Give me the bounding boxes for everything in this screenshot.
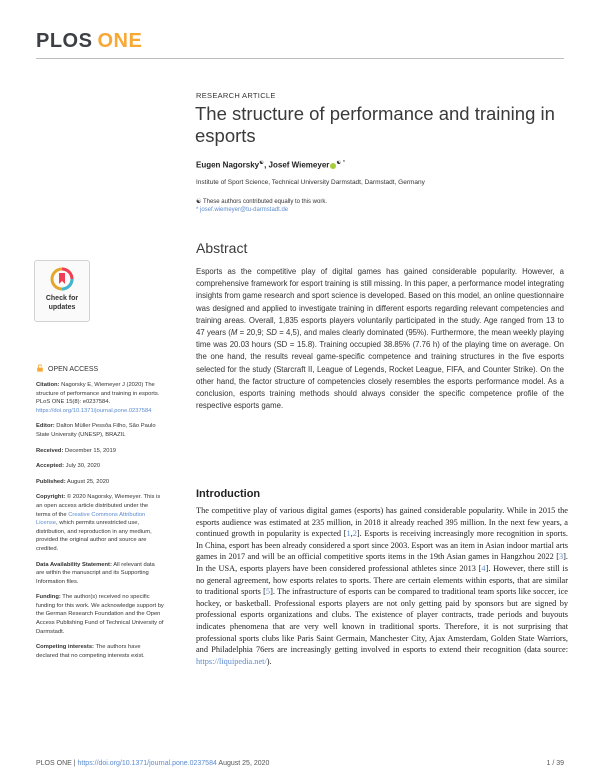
intro-text-2: ]. Esports is receiving increasingly more recognition in sports. In China, esport has been already considered a sport since 2003. Esport was an item in Asian indoor martial arts games in 2017 and will be an official competitive sports items in the 19th Asian games in Hangzhou 2022 [ [196,529,568,562]
abstract-text [196,266,564,412]
affiliation: Institute of Sport Science, Technical University Darmstadt, Darmstadt, Germany [196,179,425,186]
crossmark-icon [50,267,74,291]
data-availability-text: All relevant data are within the manuscript and its Supporting Information files. [36,561,155,585]
author-separator: , [264,160,269,170]
author-nagorsky[interactable]: Eugen Nagorsky [196,160,260,170]
open-lock-icon [36,364,44,372]
page-number: 1 / 39 [546,760,564,767]
received-text: December 15, 2019 [63,447,116,454]
competing-interests-label: Competing interests: [36,644,94,651]
header-divider [36,58,564,59]
badge-line1: Check for [45,295,79,302]
equal-contribution-note: ☯ These authors contributed equally to this work. [196,199,328,205]
plos-one-logo[interactable] [36,30,142,53]
citation-block [36,381,164,415]
author-list [196,160,345,170]
open-access-label [36,364,98,373]
footer-separator: | [71,760,78,767]
copyright-text1: © 2020 Nagorsky, Wiemeyer. This is an open access article distributed under the terms of the [36,494,161,518]
accepted-label: Accepted: [36,463,65,470]
author-wiemeyer[interactable]: Josef Wiemeyer [268,160,330,170]
intro-text-1: The competitive play of various digital games (esports) has gained considerable popularity. While in 2015 the esports audience was estimated at 235 million, in 2018 it already reached 395 million. In the next few years, a continued growth in popularity is expected [ [196,506,568,539]
funding-label: Funding: [36,594,61,601]
citation-text: Nagorsky E, Wiemeyer J (2020) The structure of performance and training in esports. PLoS ONE 15(8): e0237584. [36,382,160,406]
ref-link-5[interactable]: 5 [265,587,271,597]
intro-text-4: ]. However, there still is no general agreement, how esports relates to sports. There are certain elements within esports, that are similar to traditional sports [ [196,563,568,597]
page-footer [36,760,269,767]
editor-text: Dalton Müller Pessôa Filho, São Paulo State University (UNESP), BRAZIL [36,423,156,438]
intro-text-6: ). [266,656,272,666]
published-text: August 25, 2020 [65,478,110,485]
received-block [36,447,164,456]
cc-license-link[interactable]: Creative Commons Attribution License [36,511,146,527]
accepted-block [36,462,164,471]
funding-block [36,593,164,636]
introduction-text [196,505,568,667]
accepted-text: July 30, 2020 [64,463,101,470]
abstract-part2: = 20,9; [237,328,267,338]
abstract-sd: SD [266,328,277,338]
abstract-heading: Abstract [196,240,248,256]
copyright-label: Copyright: [36,494,66,501]
logo-plos-text: PLOS [36,30,93,52]
author1-note: ☯ [259,160,265,166]
data-availability-block [36,561,164,587]
footer-journal: PLOS ONE [36,760,72,767]
competing-interests-block [36,643,164,660]
article-title: The structure of performance and training in esports [195,103,555,146]
abstract-m: M [230,328,238,338]
article-type: RESEARCH ARTICLE [196,91,276,100]
ref-link-1[interactable]: 1 [346,529,351,539]
competing-interests-text: The authors have declared that no competing interests exist. [36,644,145,659]
copyright-block [36,493,164,553]
ref-comma: , [350,529,353,539]
published-label: Published: [36,478,66,485]
citation-label: Citation: [36,382,60,388]
badge-line2: updates [48,303,76,311]
intro-text-3: ]. In the USA, esports players have been considered professional athletes since 2013 [ [196,552,568,573]
footer-doi-link[interactable]: https://doi.org/10.1371/journal.pone.0237584 [77,760,217,767]
corresponding-email-link[interactable]: * josef.wiemeyer@tu-darmstadt.de [196,207,289,213]
logo-one-text: ONE [97,30,143,52]
ref-link-4[interactable]: 4 [481,563,486,573]
citation-doi-link[interactable]: https://doi.org/10.1371/journal.pone.0237584 [36,407,152,414]
liquipedia-link[interactable]: https://liquipedia.net/ [196,656,267,666]
editor-label: Editor: [36,423,55,430]
copyright-text2: , which permits unrestricted use, distribution, and reproduction in any medium, provided the original author and source are credited. [36,520,152,552]
received-label: Received: [36,447,64,454]
check-for-updates-badge[interactable] [34,260,90,322]
data-availability-label: Data Availability Statement: [36,561,112,568]
abstract-part1: Esports as the competitive play of digital games has gained considerable popularity. However, a comprehensive framework for esport training is still missing. In this paper, a performance model integrating insights from game research and sport science is developed. Based on this model, an online questionnaire was designed and applied to investigate training in different esports regarding relevant competencies and training areas. Overall, 1,835 esports players voluntarily participated in the study. Age ranged from 13 to 47 years ( [196,267,564,338]
introduction-heading: Introduction [196,488,261,500]
footer-date: August 25, 2020 [218,760,270,767]
badge-text [35,295,89,312]
abstract-part3: = 4,5), and males clearly dominated (95%). Furthermore, the mean weekly playing time was 20.03 hours (SD = 15.8). Training occupied 38.85% (7.76 h) of the playing time on average. On the one hand, the results reveal game-specific competence and training structures in the five esports selected for the study (Starcraft II, League of Legends, Rocket League, FIFA, and Counter Strike). On the other hand, the factor structure of competencies closely resembles the esports performance model. As a conclusion, esports training methods should always consider the specific competence profile of the respective esports game. [196,328,564,411]
published-block [36,478,164,487]
open-access-text: OPEN ACCESS [48,366,99,373]
editor-block [36,422,164,439]
ref-link-2[interactable]: 2 [352,529,357,539]
article-info-sidebar [36,381,164,667]
author2-note: ☯ * [336,160,345,166]
funding-text: The author(s) received no specific funding for this work. We acknowledge support by the German Research Foundation and the Open Access Publishing Fund of Technical University of Darmstadt. [36,594,164,635]
intro-text-5: ]. The infrastructure of esports can be compared to traditional team sports like soccer, ice hockey, or basketball. Professional esports players are not only getting paid by sponsors but are signed by professional esports organizations and clubs. The existence of player contracts, trade periods and buyouts indicates phenomena that are very well known in traditional sports. Therefore, it is not surprising that professional sports clubs like Paris Saint Germain, Manchester City, Ajax Amsterdam, Golden State Warriors, and Philadelphia 76ers are increasingly getting involved in esports to extend their recognition (data source: [196,587,568,655]
ref-link-3[interactable]: 3 [559,552,564,562]
